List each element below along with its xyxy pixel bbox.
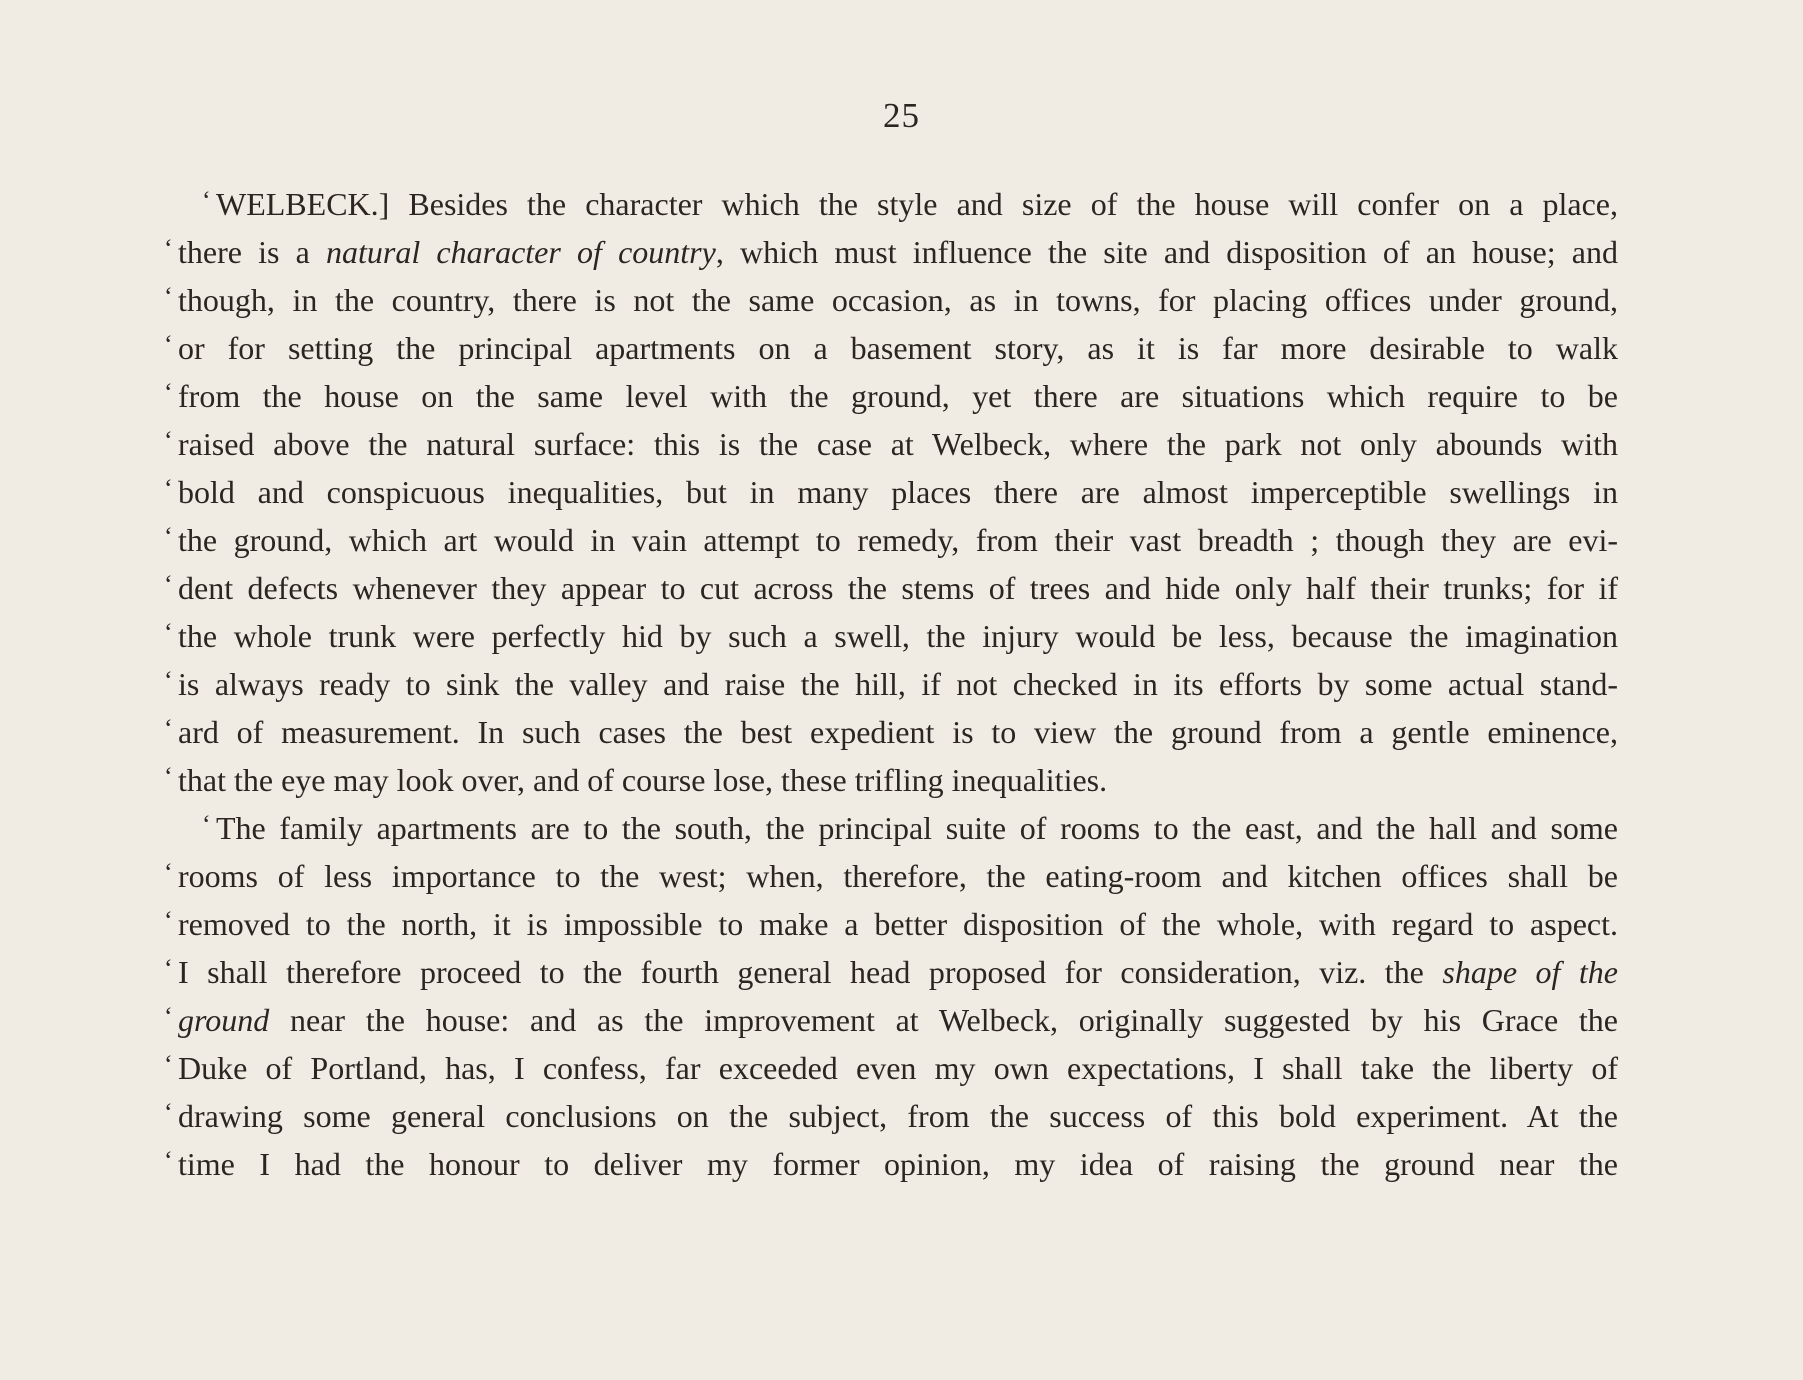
text-line [164,900,1618,948]
quote-mark: ‘ [164,282,173,311]
line-text: raised above the natural surface: this is the case at Welbeck, where the park not only abounds with [178,426,1618,462]
italic-phrase: natural character of country [326,234,716,270]
text-line [164,1092,1618,1140]
quote-mark: ‘ [164,714,173,743]
quote-mark: ‘ [164,954,173,983]
line-text: the ground, which art would in vain attempt to remedy, from their vast breadth ; though they are evi- [178,522,1618,558]
quote-mark: ‘ [164,666,173,695]
text-line [164,612,1618,660]
quote-mark: ‘ [164,1050,173,1079]
line-text: The family apartments are to the south, the principal suite of rooms to the east, and the hall and some [216,810,1618,846]
text-line [164,708,1618,756]
line-text: is always ready to sink the valley and raise the hill, if not checked in its efforts by some actual stand- [178,666,1618,702]
text-line [164,228,1618,276]
line-text: WELBECK.] Besides the character which the style and size of the house will confer on a place, [216,186,1618,222]
text-line [164,516,1618,564]
quote-mark: ‘ [164,474,173,503]
text-line [164,468,1618,516]
quote-mark: ‘ [164,1002,173,1031]
body-text [164,180,1618,1188]
quote-mark: ‘ [164,426,173,455]
quote-mark: ‘ [164,522,173,551]
text-line [164,948,1618,996]
line-text: bold and conspicuous inequalities, but in many places there are almost imperceptible swellings in [178,474,1618,510]
line-text: Duke of Portland, has, I confess, far exceeded even my own expectations, I shall take the liberty of [178,1050,1618,1086]
line-text: time I had the honour to deliver my former opinion, my idea of raising the ground near the [178,1146,1618,1182]
line-text: removed to the north, it is impossible to make a better disposition of the whole, with regard to aspect. [178,906,1618,942]
line-text: there is a [178,234,327,270]
text-line [178,180,1618,228]
line-text: that the eye may look over, and of course lose, these trifling inequalities. [178,762,1108,798]
italic-phrase: ground [178,1002,270,1038]
line-text: drawing some general conclusions on the subject, from the success of this bold experiment. At the [178,1098,1618,1134]
text-line [164,756,1618,804]
italic-phrase: shape of the [1442,954,1618,990]
text-line [164,852,1618,900]
quote-mark: ‘ [164,618,173,647]
text-line [164,276,1618,324]
text-line [178,804,1618,852]
page-number: 25 [883,96,920,135]
quote-mark: ‘ [164,1146,173,1175]
quote-mark: ‘ [164,906,173,935]
line-text: rooms of less importance to the west; when, therefore, the eating-room and kitchen offices shall be [178,858,1618,894]
quote-mark: ‘ [164,858,173,887]
line-text: the whole trunk were perfectly hid by such a swell, the injury would be less, because the imagination [178,618,1618,654]
line-text: I shall therefore proceed to the fourth general head proposed for consideration, viz. the [178,954,1443,990]
quote-mark: ‘ [164,762,173,791]
quote-mark: ‘ [164,378,173,407]
quote-mark: ‘ [164,234,173,263]
text-line [164,564,1618,612]
text-line [164,420,1618,468]
text-line [164,324,1618,372]
line-text: ard of measurement. In such cases the best expedient is to view the ground from a gentle eminence, [178,714,1618,750]
line-text: from the house on the same level with the ground, yet there are situations which require to be [178,378,1618,414]
line-text: though, in the country, there is not the same occasion, as in towns, for placing offices under ground, [178,282,1618,318]
text-line [164,660,1618,708]
line-text: dent defects whenever they appear to cut across the stems of trees and hide only half their trunks; for if [178,570,1618,606]
line-text: or for setting the principal apartments on a basement story, as it is far more desirable to walk [178,330,1618,366]
line-text: , which must influence the site and disposition of an house; and [715,234,1618,270]
quote-mark: ‘ [164,1098,173,1127]
text-line [164,372,1618,420]
quote-mark: ‘ [164,330,173,359]
quote-mark: ‘ [164,570,173,599]
text-line [164,1140,1618,1188]
line-text: near the house: and as the improvement at Welbeck, originally suggested by his Grace the [269,1002,1618,1038]
text-line [164,996,1618,1044]
quote-mark: ‘ [202,810,211,839]
quote-mark: ‘ [202,186,211,215]
text-line [164,1044,1618,1092]
